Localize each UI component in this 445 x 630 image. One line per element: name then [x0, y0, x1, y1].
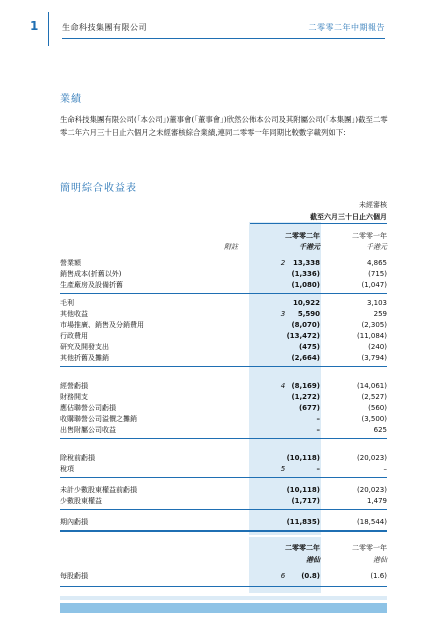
unaudited-header: 未經審核: [359, 201, 387, 209]
row-label: 其他收益: [60, 310, 88, 318]
table-row: [60, 496, 387, 507]
table-row: [60, 342, 387, 353]
header-divider: [48, 12, 49, 46]
row-prior-value: (20,023): [357, 454, 387, 462]
row-label: 期內虧損: [60, 518, 88, 526]
row-prior-value: (240): [368, 343, 387, 351]
table-row: [60, 381, 387, 392]
bottom-band-light: [60, 596, 387, 600]
table-row: [60, 298, 387, 309]
bottom-band-dark: [60, 603, 387, 613]
table-row: [60, 403, 387, 414]
row-current-value: 10,922: [292, 299, 320, 307]
row-prior-value: (1,047): [361, 281, 387, 289]
current-year-unit: 千港元: [299, 243, 320, 251]
row-note: 6: [280, 572, 286, 580]
row-label: 研究及開發支出: [60, 343, 109, 351]
row-current-value: (13,472): [286, 332, 320, 340]
current-year-header: 二零零二年: [285, 232, 320, 240]
table-row: [60, 414, 387, 425]
row-label: 少數股東權益: [60, 497, 102, 505]
row-label: 收購聯營公司溢價之攤銷: [60, 415, 137, 423]
row-label: 其他折舊及攤銷: [60, 354, 109, 362]
row-note: 2: [280, 259, 286, 267]
eps-prior-unit: 港仙: [373, 556, 387, 564]
row-current-value: (8,070): [291, 321, 320, 329]
table-rule: [60, 586, 387, 587]
row-current-value: 5,590: [297, 310, 320, 318]
row-prior-value: (18,544): [357, 518, 387, 526]
row-current-value: (8,169): [291, 382, 320, 390]
row-label: 除稅前虧損: [60, 454, 95, 462]
section-title-income-statement: 簡明綜合收益表: [60, 183, 137, 194]
row-current-value: (1,336): [291, 270, 320, 278]
table-row: [60, 392, 387, 403]
row-label: 經營虧損: [60, 382, 88, 390]
row-prior-value: (11,084): [357, 332, 387, 340]
row-current-value: –: [316, 465, 320, 473]
row-label: 銷售成本(折舊以外): [60, 270, 122, 278]
row-current-value: (2,664): [291, 354, 320, 362]
row-label: 營業額: [60, 259, 81, 267]
eps-current-unit: 港仙: [306, 556, 320, 564]
row-note: 3: [280, 310, 286, 318]
prior-year-header: 二零零一年: [352, 232, 387, 240]
table-row: [60, 280, 387, 291]
table-row: [60, 485, 387, 496]
row-prior-value: (3,500): [361, 415, 387, 423]
row-label: 生產廠房及設備折舊: [60, 281, 123, 289]
table-rule: [60, 477, 387, 478]
row-current-value: (11,835): [286, 518, 320, 526]
row-label: 市場推廣、銷售及分銷費用: [60, 321, 144, 329]
row-prior-value: 1,479: [366, 497, 387, 505]
table-row: [60, 269, 387, 280]
row-note: 4: [280, 382, 286, 390]
table-row-eps: [60, 571, 387, 582]
row-prior-value: (2,305): [361, 321, 387, 329]
row-prior-value: 625: [373, 426, 387, 434]
row-label: 出售附屬公司收益: [60, 426, 116, 434]
row-prior-value: (715): [368, 270, 387, 278]
table-rule: [60, 293, 387, 294]
table-row: [60, 320, 387, 331]
table-row: [60, 331, 387, 342]
eps-prior-year-header: 二零零一年: [352, 544, 387, 552]
table-row: [60, 309, 387, 320]
row-prior-value: –: [383, 465, 387, 473]
row-current-value: (1,080): [291, 281, 320, 289]
row-prior-value: 259: [373, 310, 387, 318]
period-header-rule: [250, 223, 387, 224]
table-rule: [60, 509, 387, 510]
row-prior-value: (2,527): [361, 393, 387, 401]
total-rule: [60, 530, 387, 532]
row-current-value: (1,717): [291, 497, 320, 505]
header-rule: [62, 38, 385, 39]
table-rule: [60, 366, 387, 367]
header-report-title: 二零零二年中期報告: [308, 23, 385, 32]
row-current-value: (475): [298, 343, 320, 351]
prior-year-unit: 千港元: [366, 243, 387, 251]
table-row-total: [60, 517, 387, 528]
row-prior-value: 3,103: [366, 299, 387, 307]
table-row: [60, 464, 387, 475]
intro-paragraph: 生命科技集團有限公司(「本公司」)董事會(「董事會」)欣然公佈本公司及其附屬公司(「本集團」)截至二零零二年六月三十日止六個月之未經審核綜合業績,連同二零零一年同期比較數字載列如下:: [60, 115, 388, 137]
table-row: [60, 353, 387, 364]
table-row: [60, 425, 387, 436]
row-current-value: –: [316, 415, 320, 423]
row-current-value: 13,338: [292, 259, 320, 267]
row-current-value: –: [316, 426, 320, 434]
row-label: 財務開支: [60, 393, 88, 401]
period-header: 截至六月三十日止六個月: [310, 213, 387, 221]
row-current-value: (677): [298, 404, 320, 412]
row-current-value: (0.8): [301, 572, 320, 580]
row-label: 每股虧損: [60, 572, 88, 580]
row-prior-value: (14,061): [357, 382, 387, 390]
table-row: [60, 258, 387, 269]
row-prior-value: (20,023): [357, 486, 387, 494]
row-label: 行政費用: [60, 332, 88, 340]
row-label: 未計少數股東權益前虧損: [60, 486, 137, 494]
row-note: 5: [280, 465, 286, 473]
note-header: 附註: [224, 243, 238, 251]
row-current-value: (10,118): [286, 486, 320, 494]
row-prior-value: (3,794): [361, 354, 387, 362]
row-label: 毛利: [60, 299, 74, 307]
table-row: [60, 453, 387, 464]
header-company-name: 生命科技集團有限公司: [62, 23, 147, 32]
row-prior-value: 4,865: [366, 259, 387, 267]
row-current-value: (1,272): [291, 393, 320, 401]
page-number: 1: [30, 19, 39, 33]
table-rule: [60, 438, 387, 439]
row-label: 應佔聯營公司虧損: [60, 404, 116, 412]
row-current-value: (10,118): [286, 454, 320, 462]
row-prior-value: (1.6): [370, 572, 387, 580]
row-prior-value: (560): [368, 404, 387, 412]
section-title-results: 業績: [60, 94, 82, 105]
eps-current-year-header: 二零零二年: [285, 544, 320, 552]
row-label: 稅項: [60, 465, 74, 473]
